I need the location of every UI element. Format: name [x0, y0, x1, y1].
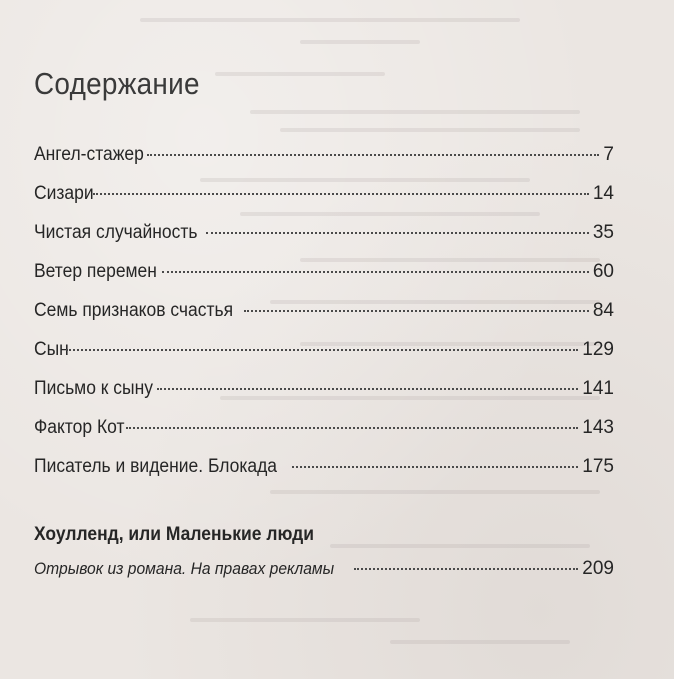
bleed-through-line: [300, 40, 420, 44]
toc-entry: [34, 222, 614, 261]
bleed-through-line: [250, 110, 580, 114]
appendix-heading: Хоулленд, или Маленькие люди: [34, 524, 314, 545]
bleed-through-line: [330, 544, 590, 548]
toc-entry: [34, 456, 614, 495]
dot-leader: [93, 193, 589, 195]
toc-entry: [34, 261, 614, 300]
toc-entry-title: Отрывок из романа. На правах рекламы: [34, 559, 335, 578]
dot-leader: [66, 349, 578, 351]
toc-entry-page: 84: [592, 300, 614, 321]
dot-leader: [162, 271, 589, 273]
toc-entry-page: 60: [592, 261, 614, 282]
bleed-through-line: [215, 72, 385, 76]
toc-entry: [34, 558, 614, 597]
dot-leader: [147, 154, 599, 156]
toc-entry: [34, 339, 614, 378]
toc-entry-title: Семь признаков счастья: [34, 300, 234, 321]
toc-entry-title: Ветер перемен: [34, 261, 157, 282]
toc-entry-title: Фактор Кот: [34, 417, 125, 438]
toc-entry-title: Писатель и видение. Блокада: [34, 456, 278, 477]
toc-entry: [34, 378, 614, 417]
dot-leader: [354, 568, 578, 570]
toc-entry-page: 143: [582, 417, 614, 438]
toc-entry: [34, 417, 614, 456]
toc-entry: [34, 144, 614, 183]
toc-entry-title: Чистая случайность: [34, 222, 198, 243]
bleed-through-line: [140, 18, 520, 22]
dot-leader: [244, 310, 588, 312]
toc-entry-page: 141: [582, 378, 614, 399]
toc-entry-page: 209: [582, 558, 614, 579]
dot-leader: [292, 466, 578, 468]
toc-entry: [34, 300, 614, 339]
toc-entry-page: 7: [603, 144, 614, 165]
dot-leader: [126, 427, 578, 429]
toc-entry-page: 175: [582, 456, 614, 477]
page-title: Содержание: [34, 66, 200, 101]
toc-entry-title: Ангел-стажер: [34, 144, 144, 165]
table-of-contents: [34, 144, 614, 495]
bleed-through-line: [280, 128, 580, 132]
dot-leader: [157, 388, 578, 390]
toc-entry-page: 129: [582, 339, 614, 360]
bleed-through-line: [190, 618, 420, 622]
bleed-through-line: [390, 640, 570, 644]
toc-entry-page: 14: [592, 183, 614, 204]
dot-leader: [206, 232, 589, 234]
appendix-contents: [34, 558, 614, 597]
toc-entry-title: Сын: [34, 339, 69, 360]
toc-entry-title: Сизари: [34, 183, 94, 204]
toc-entry: [34, 183, 614, 222]
toc-entry-title: Письмо к сыну: [34, 378, 153, 399]
toc-entry-page: 35: [592, 222, 614, 243]
